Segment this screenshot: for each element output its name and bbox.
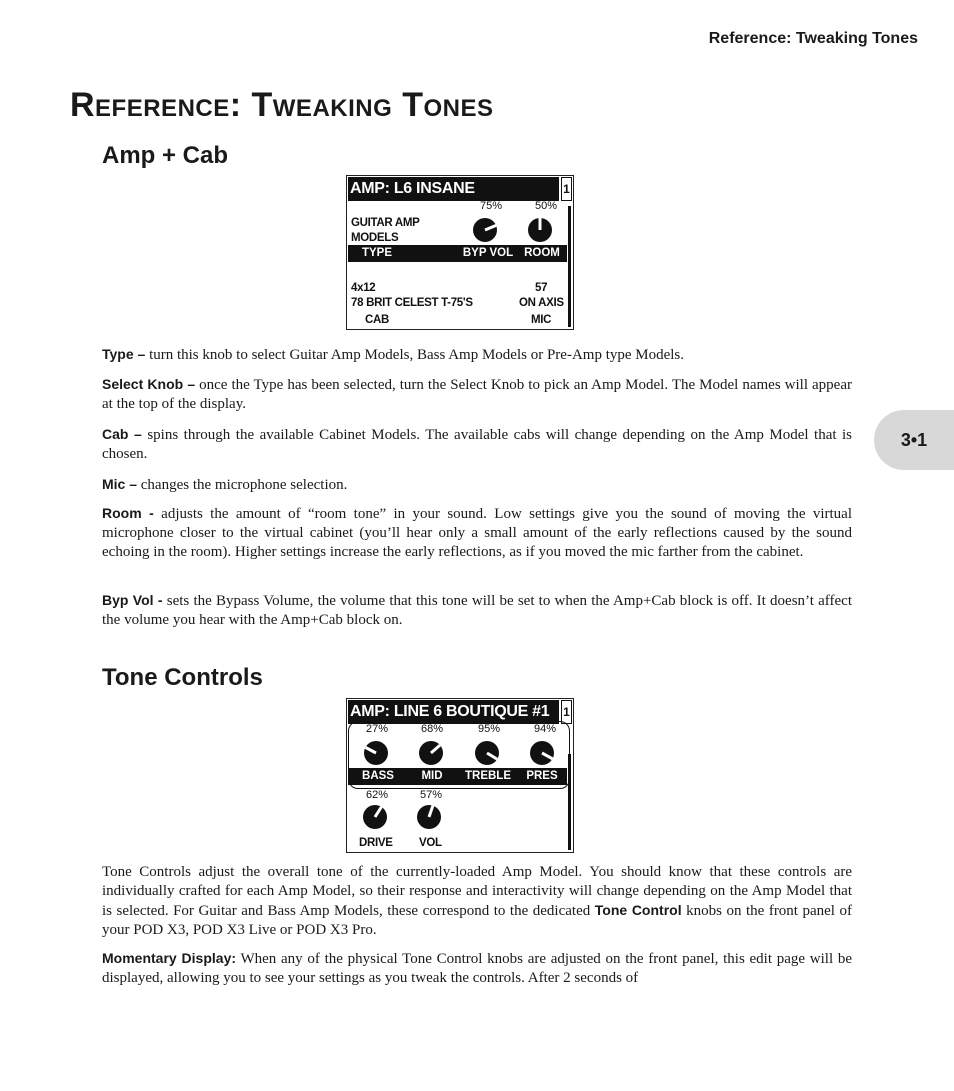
cab-size: 4x12 [351,282,376,294]
text-momentary-display: When any of the physical Tone Control knobs are adjusted on the front panel, this edit page will be displayed, allowing you to see your settings as you tweak the controls. After 2 seconds of [102,951,852,986]
bass-knob[interactable] [362,739,390,767]
text-byp-vol: sets the Bypass Volume, the volume that this tone will be set to when the Amp+Cab block is off. It doesn’t affect the volume you hear with the Amp+Cab block on. [102,593,852,628]
text-cab: spins through the available Cabinet Models. The available cabs will change depending on the Amp Model that is chosen. [102,427,853,462]
knob-dial-icon [526,216,554,244]
vol-label: VOL [419,837,442,849]
pres-knob[interactable] [528,739,556,767]
treble-percent: 95% [477,723,501,735]
knob-dial-icon [362,739,390,767]
drive-knob[interactable] [361,803,389,831]
byp-vol-label: BYP VOL [462,247,514,259]
treble-label: TREBLE [465,770,511,782]
knob-dial-icon [361,803,389,831]
text-tone-b: knobs on the front panel of your POD X3, POD X3 Live or POD X3 Pro. [102,903,852,938]
term-select-knob: Select Knob – [102,376,196,392]
cab-label: CAB [365,314,390,326]
page-indicator: 1 [561,177,572,201]
vol-percent: 57% [419,789,443,801]
knob-label-bar [348,245,567,262]
room-percent: 50% [534,200,558,212]
knob-label-bar [348,768,567,785]
para-tone-controls [102,863,852,940]
mic-model: 57 [535,282,548,294]
room-knob[interactable] [526,216,554,244]
term-momentary-display: Momentary Display: [102,950,237,966]
treble-knob[interactable] [473,739,501,767]
room-label: ROOM [524,247,560,259]
mid-percent: 68% [420,723,444,735]
text-mic: changes the microphone selection. [137,477,348,493]
para-momentary-display [102,949,852,988]
para-cab [102,425,852,464]
term-mic: Mic – [102,476,138,492]
tone-controls-screen [346,698,574,853]
type-value-line2: MODELS [351,232,399,244]
page-indicator: 1 [561,700,572,724]
text-room: adjusts the amount of “room tone” in your sound. Low settings give you the sound of moving the virtual microphone closer to the virtual cabinet (you’ll hear only a small amount of the early reflections caused by the sound echoing in the room). Higher settings increase the early reflections, as if you moved the mic farther from the cabinet. [102,506,852,560]
vol-knob[interactable] [415,803,443,831]
page-title: Reference: Tweaking Tones [70,86,494,124]
text-tone-a: Tone Controls adjust the overall tone of the currently-loaded Amp Model. You should know that these controls are individually crafted for each Amp Model, so their response and interactivity will change depending on the Amp Model that is selected. For Guitar and Bass Amp Models, these correspond to the dedicated [102,864,852,919]
para-select-knob [102,375,852,414]
amp-cab-screen [346,175,574,330]
para-mic [102,475,852,495]
bass-label: BASS [362,770,394,782]
term-tone-control: Tone Control [594,902,682,918]
section-heading-tone-controls: Tone Controls [102,664,263,691]
term-room: Room - [102,505,154,521]
para-room [102,504,852,562]
drive-label: DRIVE [359,837,393,849]
text-select-knob: once the Type has been selected, turn the Select Knob to pick an Amp Model. The Model names will appear at the top of the display. [102,377,852,412]
byp-vol-knob[interactable] [471,216,499,244]
pres-percent: 94% [533,723,557,735]
term-byp-vol: Byp Vol - [102,592,163,608]
running-header: Reference: Tweaking Tones [708,30,918,47]
term-cab: Cab – [102,426,142,442]
knob-dial-icon [417,739,445,767]
type-label: TYPE [361,247,393,259]
byp-vol-percent: 75% [479,200,503,212]
knob-dial-icon [471,216,499,244]
mic-label: MIC [531,314,552,326]
chapter-tab: 3•1 [874,410,954,470]
mid-label: MID [421,770,443,782]
pres-label: PRES [526,770,558,782]
term-type: Type – [102,346,146,362]
mic-position: ON AXIS [519,297,564,309]
screen-title: AMP: L6 INSANE [348,177,559,201]
text-type: turn this knob to select Guitar Amp Models, Bass Amp Models or Pre-Amp type Models. [145,347,685,363]
knob-dial-icon [473,739,501,767]
para-type [102,345,852,365]
screen-title: AMP: LINE 6 BOUTIQUE #1 [348,700,559,724]
scrollbar [568,206,571,327]
section-heading-amp-cab: Amp + Cab [102,142,229,169]
knob-dial-icon [528,739,556,767]
drive-percent: 62% [365,789,389,801]
para-byp-vol [102,591,852,630]
type-value-line1: GUITAR AMP [351,217,420,229]
bass-percent: 27% [365,723,389,735]
mid-knob[interactable] [417,739,445,767]
knob-dial-icon [415,803,443,831]
cab-model: 78 BRIT CELEST T-75'S [351,297,473,309]
